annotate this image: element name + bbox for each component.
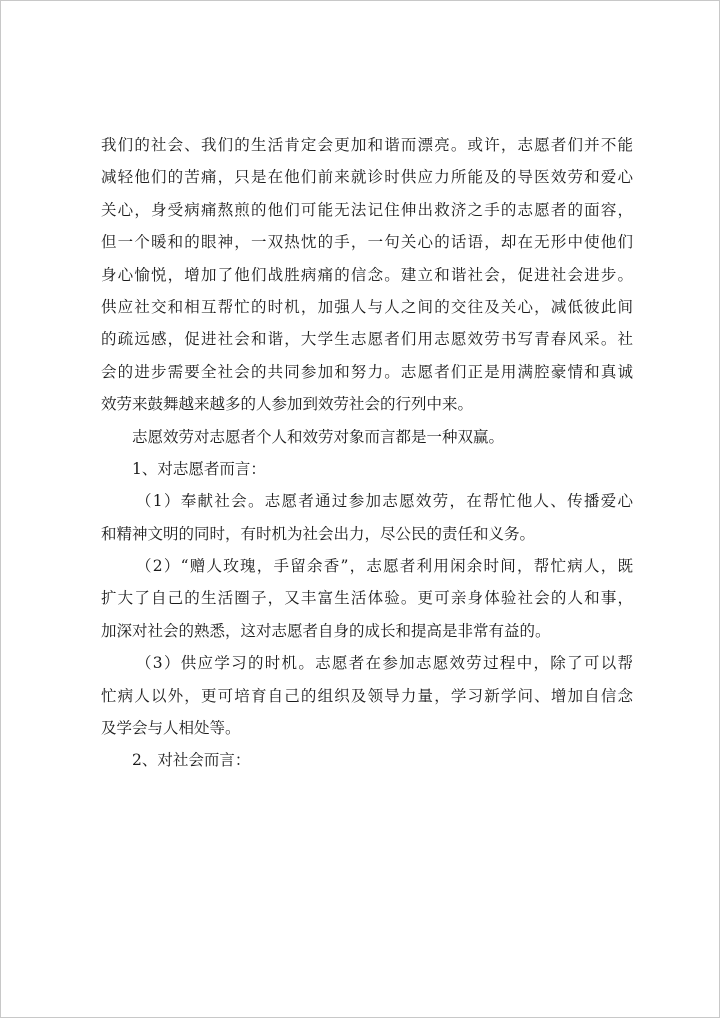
text-line: 供应社交和相互帮忙的时机，加强人与人之间的交往及关心，减低彼此间 xyxy=(101,297,633,316)
text-line: 减轻他们的苦痛，只是在他们前来就诊时供应力所能及的导医效劳和爱心 xyxy=(101,168,633,187)
text-line: 的疏远感，促进社会和谐，大学生志愿者们用志愿效劳书写青春风采。社 xyxy=(101,330,633,349)
section-heading: 1、对志愿者而言： xyxy=(132,459,266,478)
text-line: 及学会与人相处等。 xyxy=(101,719,241,738)
text-line: 忙病人以外，更可培育自己的组织及领导力量，学习新学问、增加自信念 xyxy=(101,686,633,705)
text-line: 效劳来鼓舞越来越多的人参加到效劳社会的行列中来。 xyxy=(101,395,474,414)
text-line: 和精神文明的同时，有时机为社会出力，尽公民的责任和义务。 xyxy=(101,524,536,543)
text-line: 加深对社会的熟悉，这对志愿者自身的成长和提高是非常有益的。 xyxy=(101,621,551,640)
text-line: 我们的社会、我们的生活肯定会更加和谐而漂亮。或许，志愿者们并不能 xyxy=(101,136,633,154)
paragraph-lead-line: 志愿效劳对志愿者个人和效劳对象而言都是一种双赢。 xyxy=(132,427,505,446)
text-line: 关心，身受病痛熬煎的他们可能无法记住伸出救济之手的志愿者的面容， xyxy=(101,200,633,219)
text-line: 但一个暖和的眼神，一双热忱的手，一句关心的话语，却在无形中使他们 xyxy=(101,233,633,252)
body-text xyxy=(101,129,633,777)
text-line: 扩大了自己的生活圈子，又丰富生活体验。更可亲身体验社会的人和事， xyxy=(101,589,633,608)
list-item-line: （1）奉献社会。志愿者通过参加志愿效劳，在帮忙他人、传播爱心 xyxy=(136,492,633,511)
list-item-line: （2）“赠人玫瑰，手留余香”，志愿者利用闲余时间，帮忙病人，既 xyxy=(136,557,633,576)
section-heading: 2、对社会而言： xyxy=(132,751,251,770)
list-item-line: （3）供应学习的时机。志愿者在参加志愿效劳过程中，除了可以帮 xyxy=(136,654,633,673)
text-line: 身心愉悦，增加了他们战胜病痛的信念。建立和谐社会，促进社会进步。 xyxy=(101,265,633,284)
text-line: 会的进步需要全社会的共同参加和努力。志愿者们正是用满腔豪情和真诚 xyxy=(101,362,633,381)
